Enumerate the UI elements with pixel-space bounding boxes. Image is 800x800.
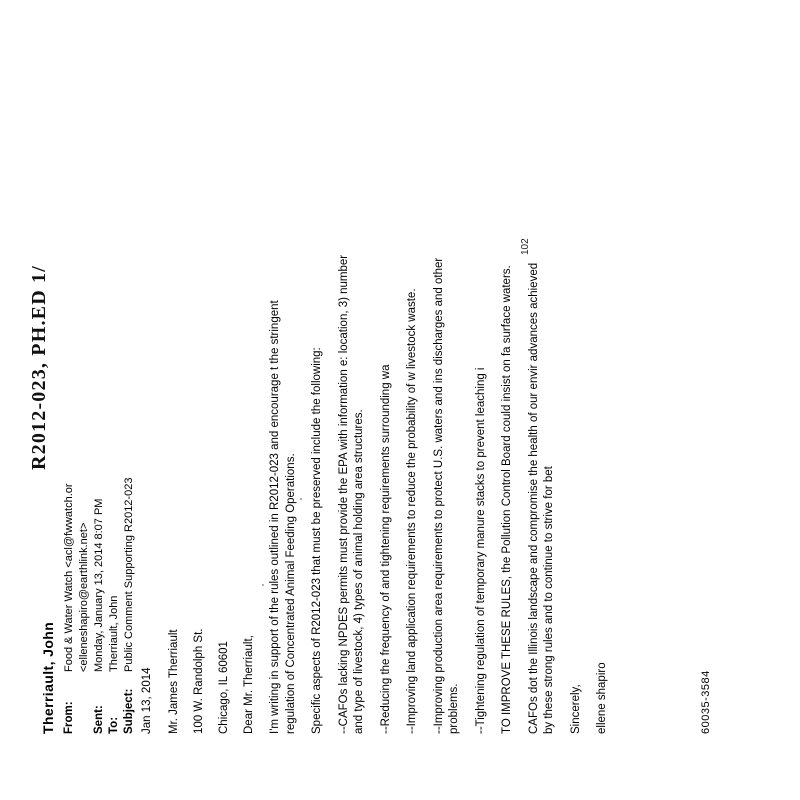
header-value-from: Food & Water Watch <acl@fwwatch.or [63,483,75,672]
body-paragraph-3: --CAFOs lacking NPDES permits must provide the EPA with information e: location, 3) number and type of livestock, 4) types of animal holding area structures. [337,254,365,734]
header-value-subject: Public Comment Supporting R2012-023 [123,477,135,672]
date-line: Jan 13, 2014 [141,667,153,734]
salutation: Dear Mr. Therriault, [242,635,255,734]
address-line-3: Chicago, IL 60601 [217,641,230,734]
address-line-2: 100 W. Randolph St. [192,628,205,734]
email-header-block [62,264,137,734]
body-paragraph-6: --Improving production area requirements to protect U.S. waters and ins discharges and other problems. [432,257,460,734]
scan-speck [262,584,264,586]
correspondent-title: Therriault, John [40,621,56,734]
body-paragraph-8: TO IMPROVE THESE RULES, the Pollution Control Board could insist on fa surface waters. [501,265,513,734]
header-label-blank [77,672,91,734]
bates-number: 60035-3584 [700,670,712,734]
header-value-sent: Monday, January 13, 2014 8:07 PM [93,498,105,672]
document-body [0,182,800,800]
body-paragraph-9: CAFOs dot the Illinois landscape and compromise the health of our envir advances achieved by these strong rules and to continue to strive for bet [527,262,555,734]
header-row-sent [92,264,106,734]
scan-speck [300,498,302,500]
closing: Sincerely, [569,684,582,734]
scanned-page [0,182,800,800]
header-label-subject: Subject: [123,688,135,734]
header-label-sent: Sent: [93,705,105,734]
signature: ellene shapiro [596,662,608,734]
header-row-from-continued [77,264,91,734]
header-value-from-continued: <elleneshapiro@earthlink.net> [78,522,90,672]
header-label-from: From: [63,701,75,734]
header-label-to: To: [108,716,120,734]
body-paragraph-4: --Reducing the frequency of and tightening requirements surrounding wa [379,364,392,734]
body-paragraph-7: --Tightening regulation of temporary manure stacks to prevent leaching i [474,367,487,734]
header-row-subject [122,264,136,734]
address-block [167,254,231,734]
page-number: 102 [520,238,531,255]
body-paragraph-2: Specific aspects of R2012-023 that must be preserved include the following: [311,347,323,734]
header-row-from [62,264,76,734]
header-row-to [107,264,121,734]
body-paragraph-5: --Improving land application requirements to reduce the probability of w livestock waste. [406,288,418,734]
body-paragraph-1: I'm writing in support of the rules outlined in R2012-023 and encourage t the stringent regulation of Concentrated Animal Feeding Operations. [269,300,297,734]
letter-body [140,254,622,734]
address-line-1: Mr. James Therriault [167,629,180,734]
header-value-to: Therriault, John [108,595,120,672]
docket-stamp: R2012-023, PH.ED 1/ [28,264,50,470]
